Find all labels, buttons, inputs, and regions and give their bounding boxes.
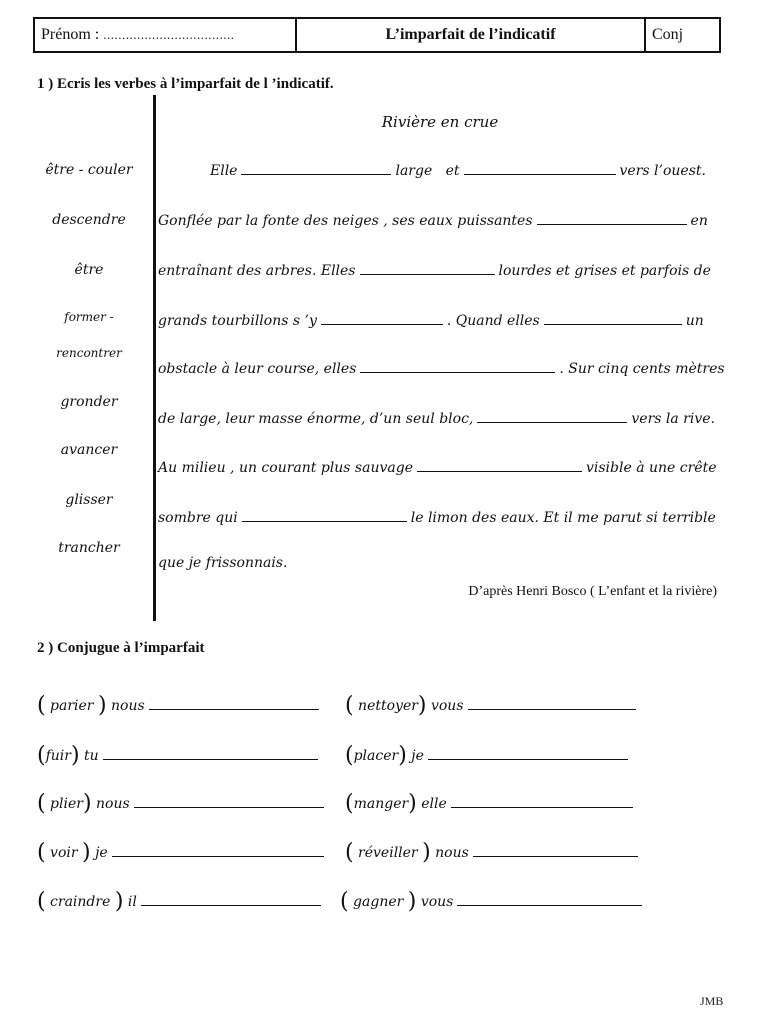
text-fragment: grands tourbillons s ’y (158, 313, 317, 329)
text-fragment: en (690, 213, 708, 229)
text-title: Rivière en crue (381, 113, 499, 131)
text-fragment: lourdes et grises et parfois de (498, 263, 711, 279)
text-fragment: le limon des eaux. Et il me parut si terrible (410, 510, 716, 526)
conj-pronoun: je (95, 845, 108, 861)
column-divider (153, 95, 156, 621)
text-line (158, 408, 733, 427)
text-fragment: large (395, 163, 433, 179)
conj-pronoun: il (127, 894, 137, 910)
answer-blank[interactable] (473, 842, 638, 857)
verb-hint: glisser (65, 492, 113, 508)
text-fragment: visible à une crête (585, 460, 717, 476)
answer-blank[interactable] (241, 160, 391, 175)
conjugation-item: (manger) elle (345, 791, 637, 816)
verb-hint: former - (64, 310, 114, 324)
answer-blank[interactable] (103, 745, 318, 760)
conj-pronoun: tu (84, 748, 99, 764)
conj-verb: gagner (353, 894, 404, 910)
text-line (158, 210, 733, 229)
conjugation-item: (fuir) tu (37, 743, 322, 768)
verb-hint: rencontrer (56, 346, 122, 360)
answer-blank[interactable] (134, 793, 324, 808)
conj-verb: craindre (50, 894, 111, 910)
text-line (158, 260, 733, 279)
text-fragment: Au milieu , un courant plus sauvage (158, 460, 413, 476)
answer-blank[interactable] (360, 260, 495, 275)
answer-blank[interactable] (477, 408, 627, 423)
conj-pronoun: elle (421, 796, 447, 812)
verb-hint: gronder (60, 394, 118, 410)
text-fragment: Gonflée par la fonte des neiges , ses eaux puissantes (158, 213, 533, 229)
text-fragment: et (445, 163, 460, 179)
conj-pronoun: vous (430, 698, 464, 714)
text-fragment: obstacle à leur course, elles (158, 361, 357, 377)
text-line (158, 310, 733, 329)
conj-verb: plier (50, 796, 83, 812)
conj-verb: placer (353, 748, 399, 764)
conjugation-item: ( gagner ) vous (340, 889, 646, 914)
text-fragment: entraînant des arbres. Elles (158, 263, 356, 279)
text-line (158, 358, 733, 377)
answer-blank[interactable] (360, 358, 555, 373)
text-fragment: un (685, 313, 704, 329)
verb-hint: descendre (52, 212, 126, 228)
author-initials: JMB (700, 994, 724, 1008)
verb-hint: être (74, 262, 104, 278)
verb-hint: trancher (58, 540, 120, 556)
text-fragment: de large, leur masse énorme, d’un seul bloc, (158, 411, 474, 427)
answer-blank[interactable] (544, 310, 682, 325)
answer-blank[interactable] (321, 310, 443, 325)
conjugation-item: ( réveiller ) nous (345, 840, 642, 865)
answer-blank[interactable] (451, 793, 633, 808)
answer-blank[interactable] (242, 507, 407, 522)
answer-blank[interactable] (149, 695, 319, 710)
text-fragment: . Quand elles (446, 313, 540, 329)
worksheet-title: L’imparfait de l’indicatif (297, 19, 646, 51)
text-line (210, 160, 730, 179)
header-table (33, 17, 721, 53)
text-source: D’après Henri Bosco ( L’enfant et la rivière) (468, 584, 717, 599)
verb-hint: avancer (60, 442, 118, 458)
answer-blank[interactable] (428, 745, 628, 760)
text-line (158, 555, 733, 571)
conjugation-item: (placer) je (345, 743, 632, 768)
conj-verb: fuir (45, 748, 71, 764)
conj-verb: parier (50, 698, 94, 714)
conj-verb: voir (50, 845, 78, 861)
answer-blank[interactable] (464, 160, 616, 175)
answer-blank[interactable] (468, 695, 636, 710)
prenom-label: Prénom : (41, 26, 100, 43)
conj-pronoun: nous (111, 698, 145, 714)
text-fragment: vers la rive. (631, 411, 715, 427)
conj-pronoun: je (411, 748, 424, 764)
answer-blank[interactable] (457, 891, 642, 906)
answer-blank[interactable] (537, 210, 687, 225)
text-line (158, 507, 733, 526)
text-fragment: vers l’ouest. (619, 163, 706, 179)
text-fragment: que je frissonnais. (158, 555, 288, 571)
conjugation-item: ( nettoyer) vous (345, 693, 640, 718)
conjugation-item: ( craindre ) il (37, 889, 325, 914)
text-line (158, 457, 733, 476)
conj-verb: nettoyer (358, 698, 418, 714)
answer-blank[interactable] (417, 457, 582, 472)
conj-verb: manger (353, 796, 409, 812)
answer-blank[interactable] (141, 891, 321, 906)
text-fragment: sombre qui (158, 510, 238, 526)
conj-pronoun: nous (96, 796, 130, 812)
text-fragment: . Sur cinq cents mètres (559, 361, 725, 377)
subject-label: Conj (652, 26, 684, 43)
text-fragment: Elle (210, 163, 238, 179)
conjugation-item: ( plier) nous (37, 791, 328, 816)
answer-blank[interactable] (112, 842, 324, 857)
prenom-dots: ................................... (103, 27, 235, 42)
exercise1-instruction: 1 ) Ecris les verbes à l’imparfait de l ’indicatif. (37, 76, 334, 92)
conj-pronoun: nous (435, 845, 469, 861)
conjugation-item: ( voir ) je (37, 840, 328, 865)
conjugation-item: ( parier ) nous (37, 693, 323, 718)
exercise2-instruction: 2 ) Conjugue à l’imparfait (37, 640, 205, 656)
verb-hint: être - couler (45, 162, 133, 178)
prenom-cell (35, 19, 297, 51)
conj-verb: réveiller (358, 845, 418, 861)
conj-pronoun: vous (420, 894, 454, 910)
